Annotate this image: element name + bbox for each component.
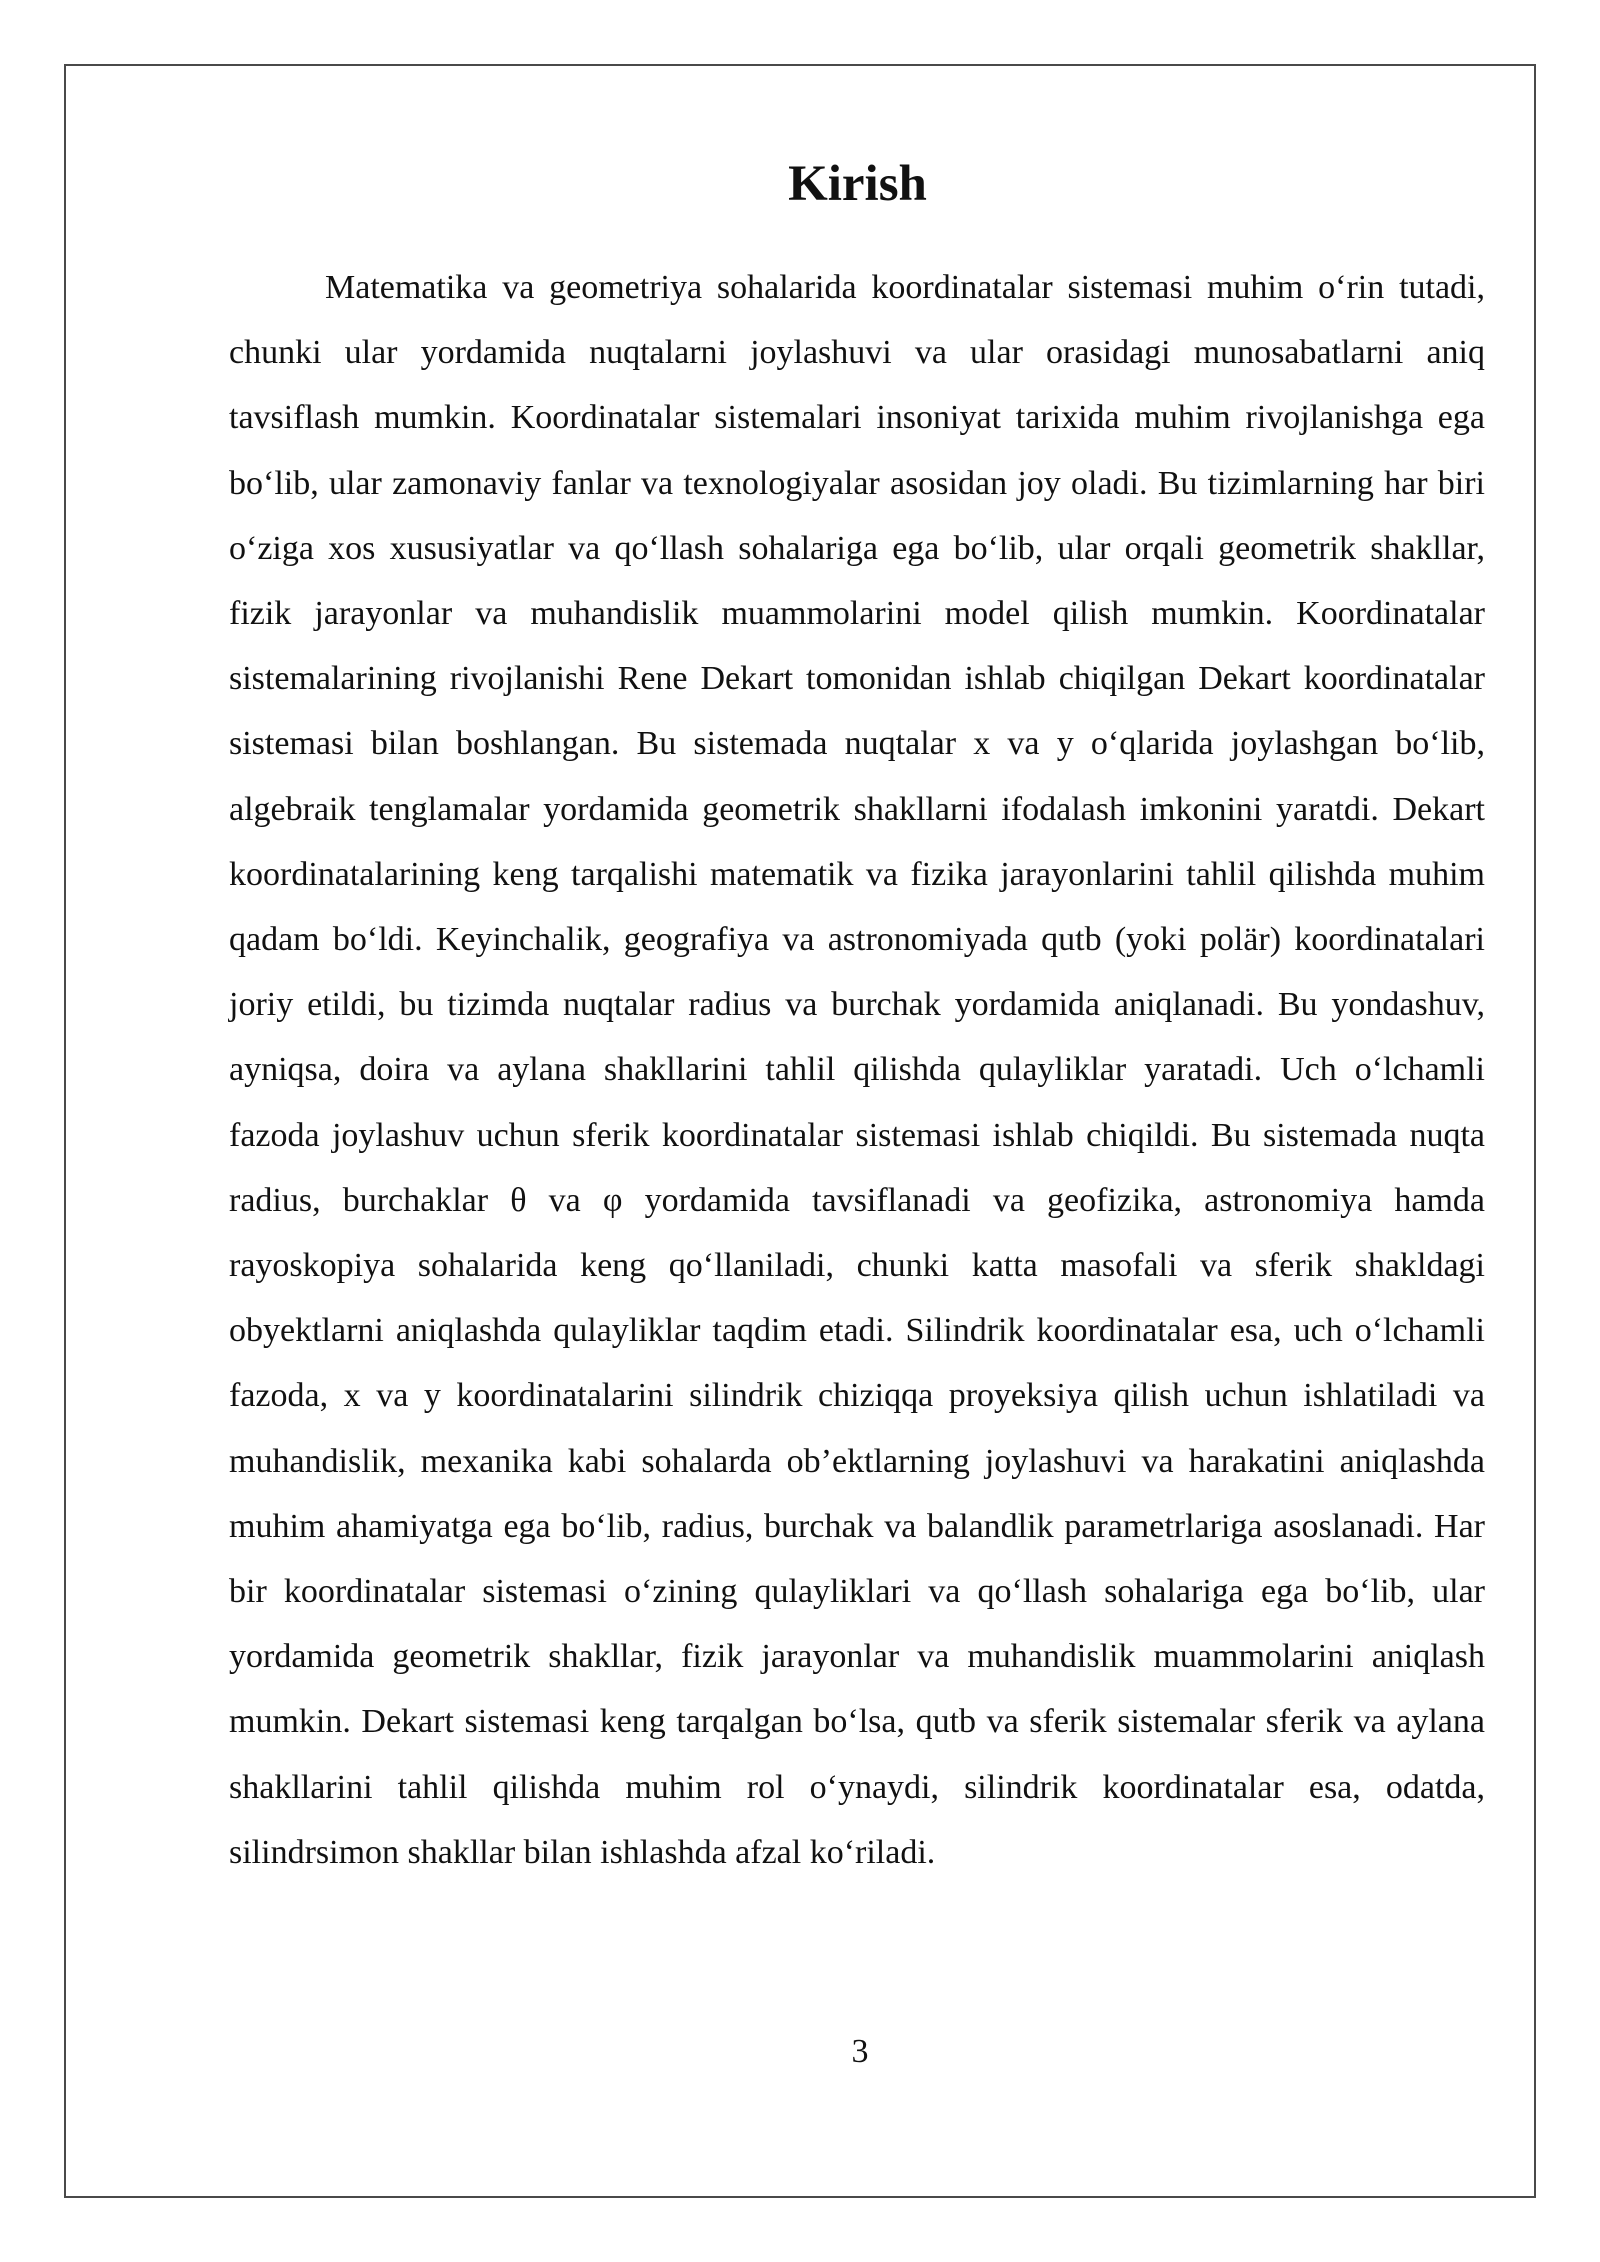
page-title: Kirish (788, 156, 927, 212)
body-paragraph: Matematika va geometriya sohalarida koordinatalar sistemasi muhim o‘rin tutadi, chunki ular yordamida nuqtalarni joylashuvi va ular orasidagi munosabatlarni aniq tavsiflash mumkin. Koordinatalar sistemalari insoniyat tarixida muhim rivojlanishga ega bo‘lib, ular zamonaviy fanlar va texnologiyalar asosidan joy oladi. Bu tizimlarning har biri o‘ziga xos xususiyatlar va qo‘llash sohalariga ega bo‘lib, ular orqali geometrik shakllar, fizik jarayonlar va muhandislik muammolarini model qilish mumkin. Koordinatalar sistemalarining rivojlanishi Rene Dekart tomonidan ishlab chiqilgan Dekart koordinatalar sistemasi bilan boshlangan. Bu sistemada nuqtalar x va y o‘qlarida joylashgan bo‘lib, algebraik tenglamalar yordamida geometrik shakllarni ifodalash imkonini yaratdi. Dekart koordinatalarining keng tarqalishi matematik va fizika jarayonlarini tahlil qilishda muhim qadam bo‘ldi. Keyinchalik, geografiya va astronomiyada qutb (yoki polär) koordinatalari joriy etildi, bu tizimda nuqtalar radius va burchak yordamida aniqlanadi. Bu yondashuv, ayniqsa, doira va aylana shakllarini tahlil qilishda qulayliklar yaratadi. Uch o‘lchamli fazoda joylashuv uchun sferik koordinatalar sistemasi ishlab chiqildi. Bu sistemada nuqta radius, burchaklar θ va φ yordamida tavsiflanadi va geofizika, astronomiya hamda rayoskopiya sohalarida keng qo‘llaniladi, chunki katta masofali va sferik shakldagi obyektlarni aniqlashda qulayliklar taqdim etadi. Silindrik koordinatalar esa, uch o‘lchamli fazoda, x va y koordinatalarini silindrik chiziqqa proyeksiya qilish uchun ishlatiladi va muhandislik, mexanika kabi sohalarda ob’ektlarning joylashuvi va harakatini aniqlashda muhim ahamiyatga ega bo‘lib, radius, burchak va balandlik parametrlariga asoslanadi. Har bir koordinatalar sistemasi o‘zining qulayliklari va qo‘llash sohalariga ega bo‘lib, ular yordamida geometrik shakllar, fizik jarayonlar va muhandislik muammolarini aniqlash mumkin. Dekart sistemasi keng tarqalgan bo‘lsa, qutb va sferik sistemalar sferik va aylana shakllarini tahlil qilishda muhim rol o‘ynaydi, silindrik koordinatalar esa, odatda, silindrsimon shakllar bilan ishlashda afzal ko‘riladi. (229, 269, 1485, 1871)
page-number: 3 (851, 2033, 869, 2070)
page-content (229, 148, 1485, 1885)
